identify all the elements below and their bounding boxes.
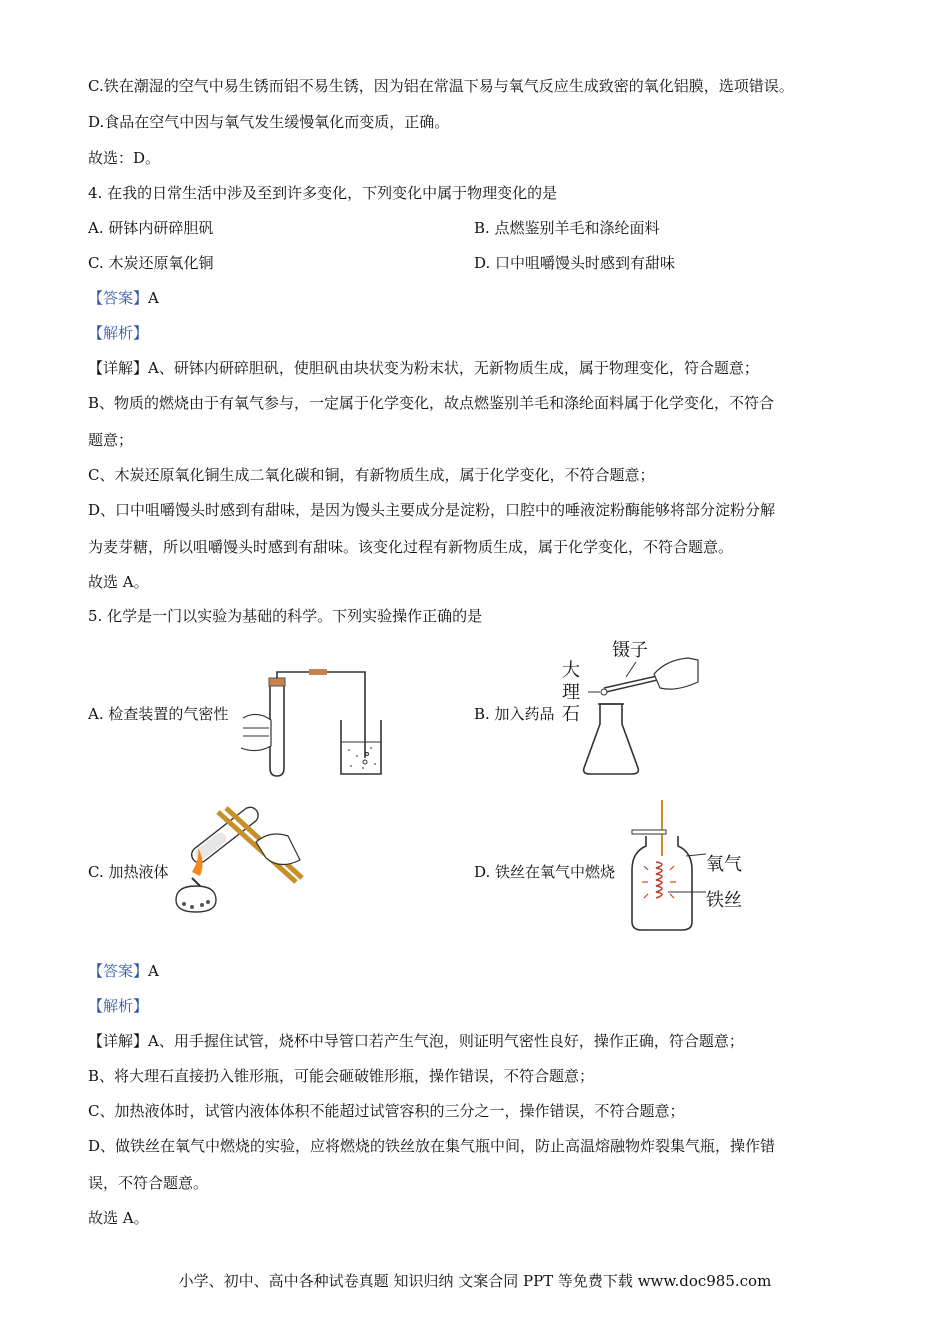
detail-tag: 【详解】 (88, 1032, 149, 1050)
detail-text: A、研钵内研碎胆矾，使胆矾由块状变为粉末状，无新物质生成，属于物理变化，符合题意； (148, 359, 759, 377)
answer-tag: 【答案】 (88, 962, 149, 980)
q4-detail-1 (88, 358, 759, 378)
q4-conclusion: 故选 A。 (88, 573, 149, 591)
q4-option-b: B. 点燃鉴别羊毛和涤纶面料 (474, 219, 660, 237)
q5-detail-3: C、加热液体时，试管内液体体积不能超过试管容积的三分之一，操作错误，不符合题意； (88, 1102, 685, 1120)
q5-detail-1 (88, 1031, 744, 1051)
analysis-tag: 【解析】 (88, 997, 149, 1015)
answer-tag: 【答案】 (88, 289, 149, 307)
label-marble-char: 石 (562, 704, 580, 725)
analysis-tag: 【解析】 (88, 324, 149, 342)
detail-tag: 【详解】 (88, 359, 149, 377)
text-line: 故选：D。 (88, 149, 161, 167)
q4-detail-3: 题意； (88, 431, 134, 449)
q5-detail-2: B、将大理石直接扔入锥形瓶，可能会砸破锥形瓶，操作错误，不符合题意； (88, 1067, 595, 1085)
q4-detail-4: C、木炭还原氧化铜生成二氧化碳和铜，有新物质生成，属于化学变化，不符合题意； (88, 466, 655, 484)
q5-option-b: B. 加入药品 (474, 705, 555, 723)
label-marble-char: 理 (562, 682, 580, 703)
q4-option-a: A. 研钵内研碎胆矾 (88, 219, 214, 237)
q5-option-a: A. 检查装置的气密性 (88, 705, 229, 723)
q4-answer (88, 288, 159, 308)
label-iron-wire: 铁丝 (706, 890, 742, 911)
q4-detail-6: 为麦芽糖，所以咀嚼馒头时感到有甜味。该变化过程有新物质生成，属于化学变化，不符合题意。 (88, 538, 734, 556)
answer-value: A (148, 962, 159, 980)
label-marble-char: 大 (562, 660, 580, 681)
q5-option-c: C. 加热液体 (88, 863, 169, 881)
answer-value: A (148, 289, 159, 307)
q5-answer (88, 961, 159, 981)
figure-adding-marble (580, 652, 705, 780)
q5-stem: 5. 化学是一门以实验为基础的科学。下列实验操作正确的是 (88, 607, 483, 625)
q4-detail-2: B、物质的燃烧由于有氧气参与，一定属于化学变化，故点燃鉴别羊毛和涤纶面料属于化学变化，不符合 (88, 394, 775, 412)
q4-stem: 4. 在我的日常生活中涉及至到许多变化，下列变化中属于物理变化的是 (88, 184, 558, 202)
q5-detail-5: 误，不符合题意。 (88, 1174, 209, 1192)
page-footer: 小学、初中、高中各种试卷真题 知识归纳 文案合同 PPT 等免费下载 www.doc985.com (178, 1272, 772, 1290)
q4-analysis-tag (88, 323, 148, 343)
figure-airtightness-check (235, 668, 385, 780)
q5-detail-4: D、做铁丝在氧气中燃烧的实验，应将燃烧的铁丝放在集气瓶中间，防止高温熔融物炸裂集气瓶，操作错 (88, 1137, 776, 1155)
label-tweezers: 镊子 (612, 640, 648, 661)
text-line: D.食品在空气中因与氧气发生缓慢氧化而变质，正确。 (88, 113, 450, 131)
label-oxygen: 氧气 (706, 854, 742, 875)
q4-option-d: D. 口中咀嚼馒头时感到有甜味 (474, 254, 676, 272)
q5-conclusion: 故选 A。 (88, 1209, 149, 1227)
q4-detail-5: D、口中咀嚼馒头时感到有甜味，是因为馒头主要成分是淀粉，口腔中的唾液淀粉酶能够将部分淀粉分解 (88, 501, 776, 519)
q4-option-c: C. 木炭还原氧化铜 (88, 254, 214, 272)
detail-text: A、用手握住试管，烧杯中导管口若产生气泡，则证明气密性良好，操作正确，符合题意； (148, 1032, 744, 1050)
q5-option-d: D. 铁丝在氧气中燃烧 (474, 863, 616, 881)
figure-iron-wire-combustion (630, 796, 710, 934)
label-marble (562, 660, 582, 726)
figure-heating-liquid (170, 800, 310, 936)
q5-analysis-tag (88, 996, 148, 1016)
text-line: C.铁在潮湿的空气中易生锈而铝不易生锈，因为铝在常温下易与氧气反应生成致密的氧化铝膜，选项错误。 (88, 77, 794, 95)
